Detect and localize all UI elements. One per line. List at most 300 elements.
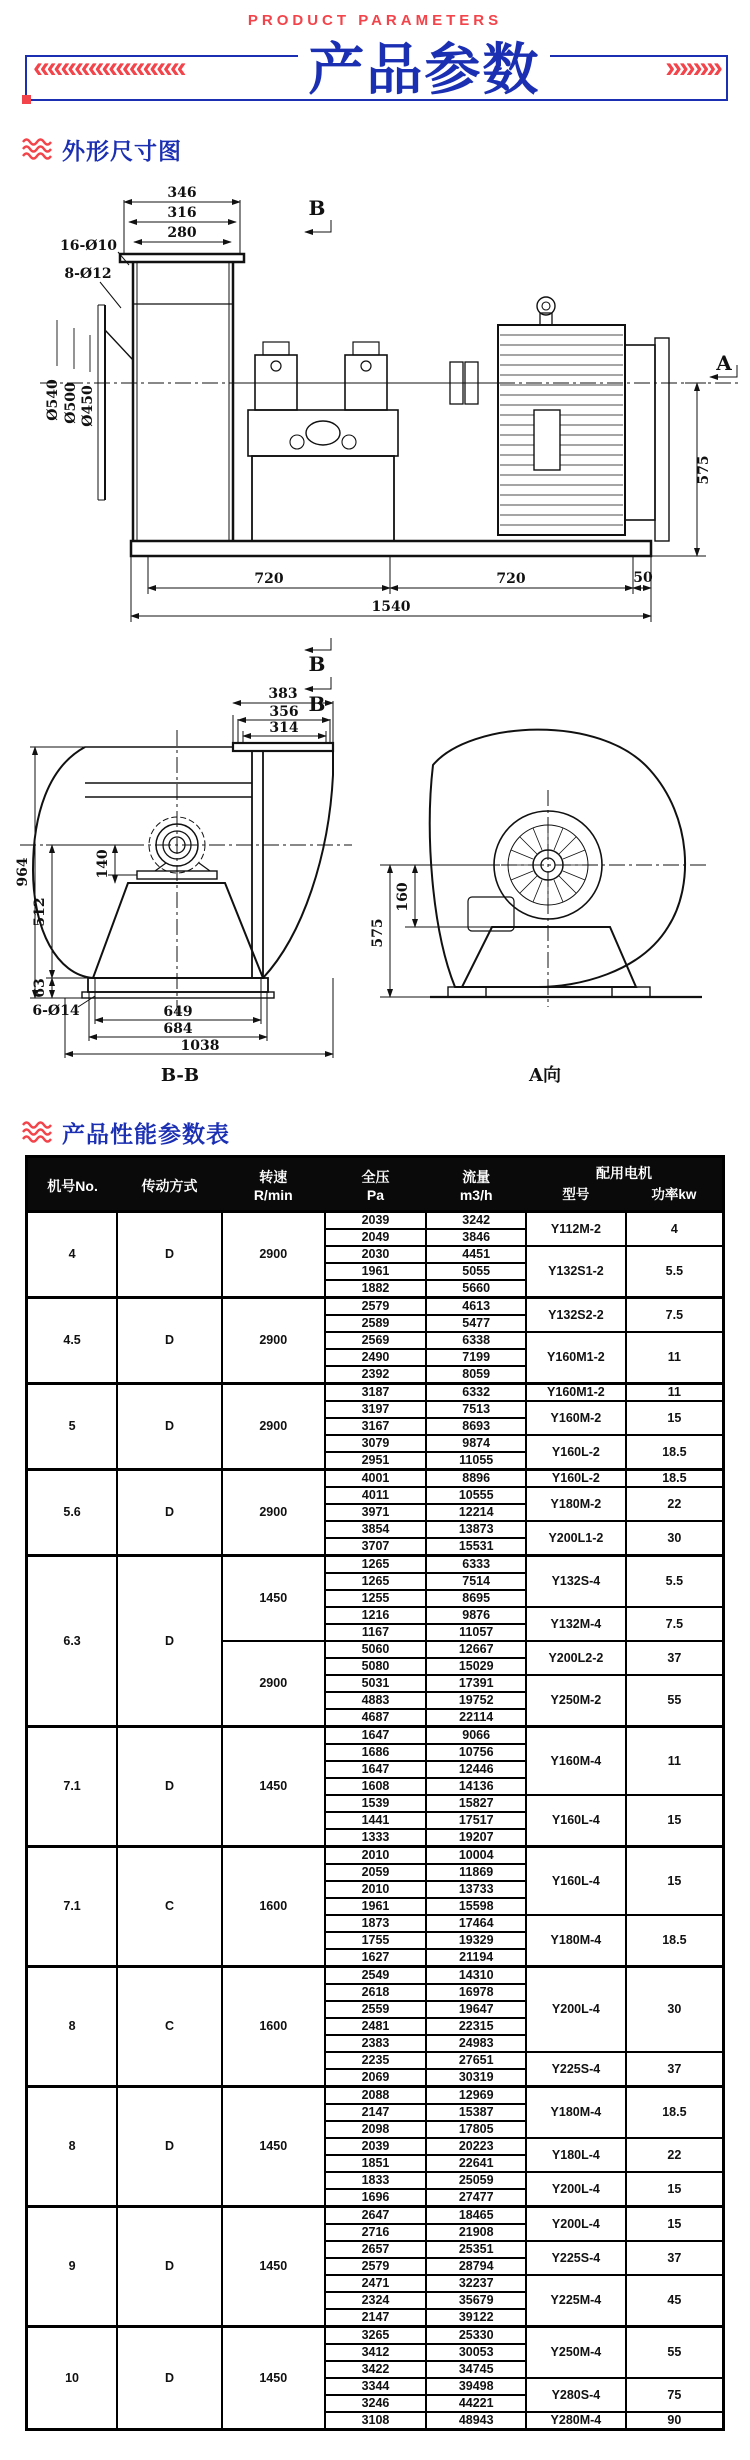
dim-label: Ø500 <box>63 382 79 424</box>
cell-pressure: 1627 <box>325 1949 427 1967</box>
cell-size: 7.1 <box>27 1847 118 1967</box>
cell-pressure: 1882 <box>325 1280 427 1298</box>
cell-motor-model: Y250M-2 <box>526 1675 626 1727</box>
cell-pressure: 2069 <box>325 2069 427 2087</box>
cell-speed: 1450 <box>222 1556 325 1642</box>
cell-flow: 10555 <box>426 1487 526 1504</box>
cell-flow: 9066 <box>426 1727 526 1745</box>
bb-view-labels <box>15 686 325 1086</box>
cell-flow: 14310 <box>426 1967 526 1985</box>
dim-label: 314 <box>269 720 299 736</box>
col-header-motor-group: 配用电机 <box>526 1157 723 1185</box>
cell-pressure: 1255 <box>325 1590 427 1607</box>
cell-motor-power: 90 <box>626 2412 724 2430</box>
cell-motor-power: 5.5 <box>626 1246 724 1298</box>
cell-pressure: 1696 <box>325 2189 427 2207</box>
cell-drive: D <box>117 2207 222 2327</box>
cell-motor-power: 18.5 <box>626 1470 724 1488</box>
cell-pressure: 2098 <box>325 2121 427 2138</box>
dim-label: 1540 <box>371 599 411 615</box>
cell-flow: 34745 <box>426 2361 526 2378</box>
cell-flow: 13873 <box>426 1521 526 1538</box>
header-title-row <box>25 30 728 110</box>
cell-motor-model: Y132S1-2 <box>526 1246 626 1298</box>
cell-flow: 25330 <box>426 2327 526 2345</box>
table-row <box>27 2327 724 2345</box>
cell-motor-model: Y160M-4 <box>526 1727 626 1796</box>
dim-label: Ø450 <box>80 385 96 427</box>
cell-motor-power: 4 <box>626 1212 724 1247</box>
cell-pressure: 2059 <box>325 1864 427 1881</box>
cell-flow: 22114 <box>426 1709 526 1727</box>
cell-flow: 19329 <box>426 1932 526 1949</box>
cell-pressure: 2383 <box>325 2035 427 2052</box>
cell-flow: 19647 <box>426 2001 526 2018</box>
cell-flow: 7199 <box>426 1349 526 1366</box>
cell-pressure: 1441 <box>325 1812 427 1829</box>
cell-speed: 1600 <box>222 1847 325 1967</box>
col-header-flow-line1: 流量 <box>462 1169 491 1186</box>
cell-pressure: 1873 <box>325 1915 427 1932</box>
cell-flow: 32237 <box>426 2275 526 2292</box>
cell-pressure: 2147 <box>325 2309 427 2327</box>
performance-table-head <box>27 1157 724 1212</box>
cell-flow: 11869 <box>426 1864 526 1881</box>
cell-motor-model: Y225S-4 <box>526 2052 626 2087</box>
cell-flow: 22641 <box>426 2155 526 2172</box>
cell-speed: 1450 <box>222 2327 325 2430</box>
cell-drive: D <box>117 1298 222 1384</box>
cell-motor-power: 15 <box>626 1795 724 1847</box>
dim-label: 575 <box>696 455 712 485</box>
bb-view-geometry <box>20 730 352 1020</box>
cell-motor-power: 45 <box>626 2275 724 2327</box>
cell-pressure: 3265 <box>325 2327 427 2345</box>
cell-motor-model: Y160L-2 <box>526 1435 626 1470</box>
cell-pressure: 1608 <box>325 1778 427 1795</box>
cell-size: 4.5 <box>27 1298 118 1384</box>
cell-flow: 18465 <box>426 2207 526 2225</box>
cell-flow: 8695 <box>426 1590 526 1607</box>
cell-pressure: 2088 <box>325 2087 427 2105</box>
cell-motor-power: 7.5 <box>626 1298 724 1333</box>
dim-label: 720 <box>496 571 526 587</box>
cell-pressure: 2490 <box>325 1349 427 1366</box>
cell-pressure: 2579 <box>325 2258 427 2275</box>
cell-motor-model: Y200L-4 <box>526 2172 626 2207</box>
dim-label: 6-Ø14 <box>32 1003 80 1019</box>
cell-flow: 35679 <box>426 2292 526 2309</box>
cell-pressure: 1833 <box>325 2172 427 2189</box>
cell-pressure: 1265 <box>325 1556 427 1574</box>
cell-pressure: 3422 <box>325 2361 427 2378</box>
cell-flow: 9876 <box>426 1607 526 1624</box>
cell-drive: C <box>117 1967 222 2087</box>
cell-pressure: 1167 <box>325 1624 427 1641</box>
cell-flow: 25351 <box>426 2241 526 2258</box>
cell-flow: 11055 <box>426 1452 526 1470</box>
cell-pressure: 2049 <box>325 1229 427 1246</box>
dim-label: 16-Ø10 <box>60 238 117 254</box>
cell-flow: 21908 <box>426 2224 526 2241</box>
cell-flow: 17517 <box>426 1812 526 1829</box>
cell-motor-power: 30 <box>626 1521 724 1556</box>
cell-pressure: 3079 <box>325 1435 427 1452</box>
dim-label: Ø540 <box>45 379 61 421</box>
cell-flow: 30319 <box>426 2069 526 2087</box>
cell-flow: 17391 <box>426 1675 526 1692</box>
cell-size: 5.6 <box>27 1470 118 1556</box>
cell-motor-power: 15 <box>626 1847 724 1916</box>
col-header-flow-line2: m3/h <box>459 1186 493 1203</box>
cell-flow: 12214 <box>426 1504 526 1521</box>
cell-pressure: 1686 <box>325 1744 427 1761</box>
cell-pressure: 2471 <box>325 2275 427 2292</box>
cell-drive: D <box>117 2087 222 2207</box>
side-view-labels <box>45 185 732 675</box>
header-eyebrow: PRODUCT PARAMETERS <box>247 12 503 29</box>
cell-speed: 2900 <box>222 1384 325 1470</box>
cell-flow: 19752 <box>426 1692 526 1709</box>
cell-flow: 3846 <box>426 1229 526 1246</box>
cell-motor-model: Y160L-4 <box>526 1847 626 1916</box>
cell-drive: D <box>117 1470 222 1556</box>
table-row <box>27 2207 724 2225</box>
cell-motor-model: Y160M1-2 <box>526 1384 626 1402</box>
cell-motor-power: 15 <box>626 2207 724 2242</box>
cell-flow: 7513 <box>426 1401 526 1418</box>
cell-speed: 1450 <box>222 2207 325 2327</box>
cell-size: 6.3 <box>27 1556 118 1727</box>
cell-drive: D <box>117 1556 222 1727</box>
cell-pressure: 3197 <box>325 1401 427 1418</box>
dim-label: 280 <box>167 225 197 241</box>
cell-flow: 39498 <box>426 2378 526 2395</box>
cell-drive: D <box>117 1212 222 1298</box>
cell-pressure: 5060 <box>325 1641 427 1658</box>
cell-motor-model: Y225S-4 <box>526 2241 626 2275</box>
cell-motor-power: 22 <box>626 2138 724 2172</box>
cell-pressure: 2579 <box>325 1298 427 1316</box>
cell-motor-power: 11 <box>626 1384 724 1402</box>
cell-motor-model: Y280S-4 <box>526 2378 626 2412</box>
cell-pressure: 2324 <box>325 2292 427 2309</box>
cell-pressure: 2657 <box>325 2241 427 2258</box>
cell-size: 10 <box>27 2327 118 2430</box>
cell-speed: 2900 <box>222 1470 325 1556</box>
cell-pressure: 3108 <box>325 2412 427 2430</box>
cell-motor-model: Y250M-4 <box>526 2327 626 2379</box>
cell-pressure: 4001 <box>325 1470 427 1488</box>
section-dimensions-header <box>22 132 750 166</box>
cell-pressure: 1265 <box>325 1573 427 1590</box>
col-header-speed-line1: 转速 <box>259 1169 288 1186</box>
col-header-drive: 传动方式 <box>117 1157 222 1212</box>
cell-flow: 5477 <box>426 1315 526 1332</box>
cell-flow: 24983 <box>426 2035 526 2052</box>
dim-label: 140 <box>95 849 111 879</box>
cell-motor-model: Y160M1-2 <box>526 1332 626 1384</box>
dim-label: 316 <box>167 205 197 221</box>
cell-pressure: 2618 <box>325 1984 427 2001</box>
section-marker-b: B <box>308 692 326 716</box>
cell-pressure: 3971 <box>325 1504 427 1521</box>
dim-label: 575 <box>370 918 386 948</box>
cell-motor-power: 5.5 <box>626 1556 724 1608</box>
view-marker-a: A <box>716 351 732 375</box>
cell-flow: 6333 <box>426 1556 526 1574</box>
dim-label: 63 <box>32 978 48 998</box>
cell-motor-model: Y200L2-2 <box>526 1641 626 1675</box>
table-row <box>27 1727 724 1745</box>
cell-motor-power: 37 <box>626 1641 724 1675</box>
cell-flow: 14136 <box>426 1778 526 1795</box>
cell-flow: 8059 <box>426 1366 526 1384</box>
cell-flow: 13733 <box>426 1881 526 1898</box>
dim-label: 684 <box>163 1021 193 1037</box>
table-row <box>27 1847 724 1865</box>
cell-flow: 39122 <box>426 2309 526 2327</box>
cell-size: 8 <box>27 2087 118 2207</box>
section-views-drawing <box>0 675 750 1095</box>
cell-speed: 1450 <box>222 2087 325 2207</box>
col-header-flow <box>426 1157 526 1212</box>
cell-flow: 8693 <box>426 1418 526 1435</box>
dim-label: 383 <box>268 686 298 702</box>
cell-pressure: 2951 <box>325 1452 427 1470</box>
cell-flow: 15387 <box>426 2104 526 2121</box>
cell-pressure: 1961 <box>325 1898 427 1915</box>
cell-pressure: 2647 <box>325 2207 427 2225</box>
cell-flow: 12969 <box>426 2087 526 2105</box>
side-view-geometry <box>40 254 742 556</box>
cell-pressure: 2235 <box>325 2052 427 2069</box>
col-header-size: 机号No. <box>27 1157 118 1212</box>
table-row <box>27 1470 724 1488</box>
col-header-pressure-line1: 全压 <box>361 1169 390 1186</box>
cell-size: 8 <box>27 1967 118 2087</box>
cell-pressure: 1647 <box>325 1761 427 1778</box>
table-row <box>27 1384 724 1402</box>
cell-pressure: 3167 <box>325 1418 427 1435</box>
cell-motor-model: Y200L-4 <box>526 2207 626 2242</box>
cell-flow: 44221 <box>426 2395 526 2412</box>
section-marker-b: B <box>308 196 326 220</box>
dim-label: 964 <box>15 857 31 887</box>
col-header-pressure <box>325 1157 427 1212</box>
cell-flow: 15531 <box>426 1538 526 1556</box>
cell-motor-power: 37 <box>626 2052 724 2087</box>
cell-drive: C <box>117 1847 222 1967</box>
cell-pressure: 2392 <box>325 1366 427 1384</box>
cell-motor-model: Y180M-4 <box>526 1915 626 1967</box>
section-dimensions-title: 外形尺寸图 <box>62 137 182 164</box>
cell-motor-model: Y180M-4 <box>526 2087 626 2139</box>
cell-motor-power: 55 <box>626 2327 724 2379</box>
col-header-speed <box>222 1157 325 1212</box>
section-marker-b: B <box>308 652 326 675</box>
cell-flow: 21194 <box>426 1949 526 1967</box>
cell-flow: 28794 <box>426 2258 526 2275</box>
cell-pressure: 2559 <box>325 2001 427 2018</box>
cell-speed: 2900 <box>222 1298 325 1384</box>
cell-flow: 10004 <box>426 1847 526 1865</box>
cell-motor-model: Y180M-2 <box>526 1487 626 1521</box>
cell-size: 7.1 <box>27 1727 118 1847</box>
dim-label: 1038 <box>180 1038 220 1054</box>
cell-pressure: 1851 <box>325 2155 427 2172</box>
cell-flow: 22315 <box>426 2018 526 2035</box>
page-header <box>0 0 750 118</box>
cell-flow: 5660 <box>426 1280 526 1298</box>
section-performance-header <box>22 1115 750 1149</box>
table-row <box>27 1556 724 1574</box>
cell-pressure: 2569 <box>325 1332 427 1349</box>
cell-size: 5 <box>27 1384 118 1470</box>
view-caption-a: A向 <box>529 1065 561 1086</box>
col-header-motor-model: 型号 <box>526 1185 626 1212</box>
cell-flow: 25059 <box>426 2172 526 2189</box>
cell-pressure: 2481 <box>325 2018 427 2035</box>
cell-flow: 12667 <box>426 1641 526 1658</box>
section-performance-title: 产品性能参数表 <box>62 1120 230 1147</box>
cell-speed: 2900 <box>222 1212 325 1298</box>
cell-pressure: 1333 <box>325 1829 427 1847</box>
cell-flow: 4451 <box>426 1246 526 1263</box>
cell-motor-model: Y132S-4 <box>526 1556 626 1608</box>
cell-flow: 6338 <box>426 1332 526 1349</box>
cell-flow: 8896 <box>426 1470 526 1488</box>
cell-flow: 7514 <box>426 1573 526 1590</box>
cell-motor-power: 15 <box>626 1401 724 1435</box>
cell-motor-model: Y132S2-2 <box>526 1298 626 1333</box>
cell-motor-model: Y200L1-2 <box>526 1521 626 1556</box>
cell-flow: 15598 <box>426 1898 526 1915</box>
cell-pressure: 3187 <box>325 1384 427 1402</box>
cell-flow: 3242 <box>426 1212 526 1230</box>
cell-motor-power: 18.5 <box>626 1915 724 1967</box>
cell-drive: D <box>117 1727 222 1847</box>
chevrons-left-icon: ««««««««««« <box>33 51 184 84</box>
cell-flow: 5055 <box>426 1263 526 1280</box>
cell-flow: 20223 <box>426 2138 526 2155</box>
cell-motor-power: 75 <box>626 2378 724 2412</box>
cell-speed: 1600 <box>222 1967 325 2087</box>
dim-label: 356 <box>269 704 299 720</box>
cell-pressure: 2589 <box>325 1315 427 1332</box>
cell-pressure: 3412 <box>325 2344 427 2361</box>
cell-pressure: 2039 <box>325 1212 427 1230</box>
cell-flow: 9874 <box>426 1435 526 1452</box>
cell-flow: 19207 <box>426 1829 526 1847</box>
cell-flow: 30053 <box>426 2344 526 2361</box>
cell-motor-model: Y160L-2 <box>526 1470 626 1488</box>
cell-motor-power: 30 <box>626 1967 724 2053</box>
view-caption-bb: B-B <box>160 1065 200 1086</box>
dim-label: 649 <box>163 1004 193 1020</box>
cell-pressure: 2030 <box>325 1246 427 1263</box>
dim-label: 512 <box>32 897 48 927</box>
cell-pressure: 2010 <box>325 1881 427 1898</box>
dim-label: 160 <box>395 882 411 912</box>
cell-flow: 15827 <box>426 1795 526 1812</box>
cell-motor-power: 22 <box>626 1487 724 1521</box>
cell-flow: 17805 <box>426 2121 526 2138</box>
cell-size: 9 <box>27 2207 118 2327</box>
cell-pressure: 5031 <box>325 1675 427 1692</box>
cell-motor-model: Y180L-4 <box>526 2138 626 2172</box>
cell-motor-power: 7.5 <box>626 1607 724 1641</box>
cell-motor-model: Y225M-4 <box>526 2275 626 2327</box>
cell-pressure: 1647 <box>325 1727 427 1745</box>
cell-pressure: 1216 <box>325 1607 427 1624</box>
performance-table <box>25 1155 725 2431</box>
cell-flow: 27651 <box>426 2052 526 2069</box>
cell-pressure: 3344 <box>325 2378 427 2395</box>
cell-pressure: 4883 <box>325 1692 427 1709</box>
a-view-labels <box>370 882 561 1086</box>
dim-label: 50 <box>633 570 653 586</box>
side-view-drawing <box>0 170 750 675</box>
cell-motor-model: Y200L-4 <box>526 1967 626 2053</box>
cell-size: 4 <box>27 1212 118 1298</box>
dim-label: 346 <box>167 185 197 201</box>
cell-motor-power: 18.5 <box>626 1435 724 1470</box>
cell-motor-power: 11 <box>626 1332 724 1384</box>
chevrons-right-icon: »»»» <box>665 51 720 84</box>
cell-drive: D <box>117 1384 222 1470</box>
cell-motor-power: 18.5 <box>626 2087 724 2139</box>
cell-pressure: 4687 <box>325 1709 427 1727</box>
cell-pressure: 3246 <box>325 2395 427 2412</box>
cell-motor-power: 11 <box>626 1727 724 1796</box>
table-row <box>27 2087 724 2105</box>
cell-flow: 11057 <box>426 1624 526 1641</box>
dim-label: 720 <box>254 571 284 587</box>
wavy-lines-icon <box>22 137 52 161</box>
table-row <box>27 1967 724 1985</box>
cell-motor-model: Y112M-2 <box>526 1212 626 1247</box>
performance-table-body <box>27 1212 724 2430</box>
cell-pressure: 4011 <box>325 1487 427 1504</box>
cell-pressure: 2010 <box>325 1847 427 1865</box>
cell-motor-model: Y132M-4 <box>526 1607 626 1641</box>
cell-flow: 17464 <box>426 1915 526 1932</box>
col-header-pressure-line2: Pa <box>366 1186 385 1203</box>
cell-pressure: 2549 <box>325 1967 427 1985</box>
cell-pressure: 2716 <box>325 2224 427 2241</box>
cell-pressure: 5080 <box>325 1658 427 1675</box>
cell-drive: D <box>117 2327 222 2430</box>
cell-flow: 15029 <box>426 1658 526 1675</box>
cell-motor-power: 55 <box>626 1675 724 1727</box>
wavy-lines-icon <box>22 1120 52 1144</box>
cell-speed: 1450 <box>222 1727 325 1847</box>
page-title: 产品参数 <box>298 42 550 98</box>
cell-motor-power: 15 <box>626 2172 724 2207</box>
col-header-speed-line2: R/min <box>253 1186 293 1203</box>
col-header-motor-power: 功率kw <box>626 1185 724 1212</box>
table-row <box>27 1298 724 1316</box>
cell-flow: 6332 <box>426 1384 526 1402</box>
cell-pressure: 1961 <box>325 1263 427 1280</box>
cell-flow: 4613 <box>426 1298 526 1316</box>
cell-pressure: 1539 <box>325 1795 427 1812</box>
cell-pressure: 3854 <box>325 1521 427 1538</box>
cell-pressure: 3707 <box>325 1538 427 1556</box>
cell-pressure: 2147 <box>325 2104 427 2121</box>
cell-motor-power: 37 <box>626 2241 724 2275</box>
